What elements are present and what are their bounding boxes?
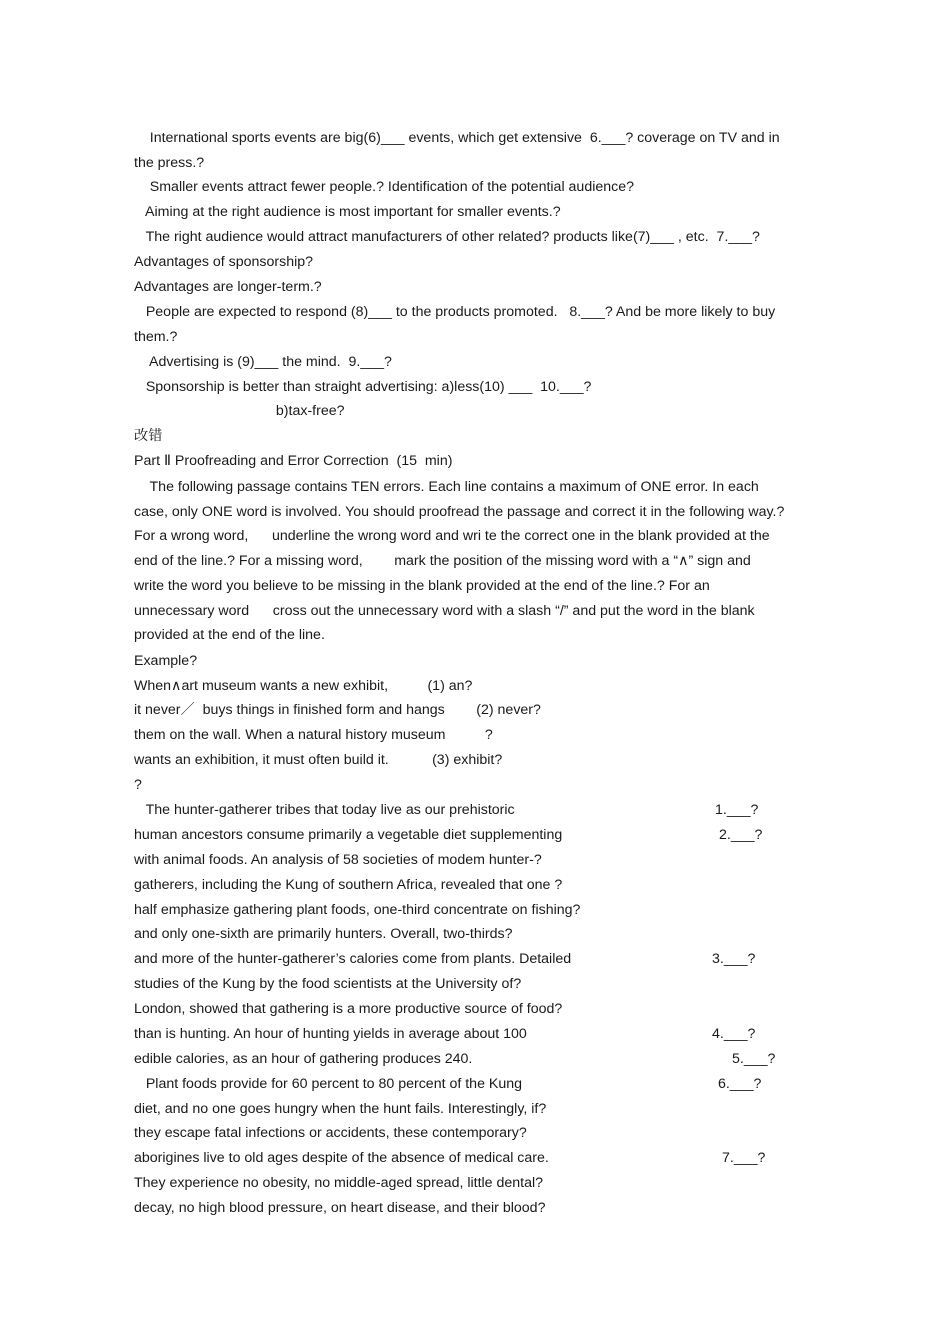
passage-line: Plant foods provide for 60 percent to 80 percent of the Kung <box>134 1076 523 1092</box>
passage-line: half emphasize gathering plant foods, one-third concentrate on fishing? <box>134 902 581 918</box>
example-line: them on the wall. When a natural history museum ? <box>134 727 493 743</box>
text-line: Advertising is (9)___ the mind. 9.___? <box>134 354 392 370</box>
passage-line: and more of the hunter-gatherer’s calories come from plants. Detailed <box>134 951 572 967</box>
instruction-line: unnecessary word cross out the unnecessary word with a slash “/” and put the word in the blank <box>134 603 755 619</box>
instruction-line: provided at the end of the line. <box>134 627 325 643</box>
passage-line: decay, no high blood pressure, on heart disease, and their blood? <box>134 1200 546 1216</box>
answer-blank: 5.___? <box>732 1051 776 1067</box>
instruction-line: The following passage contains TEN errors. Each line contains a maximum of ONE error. In each <box>134 479 759 495</box>
example-line: wants an exhibition, it must often build it. (3) exhibit? <box>134 752 503 768</box>
instruction-line: write the word you believe to be missing in the blank provided at the end of the line.? For an <box>134 578 710 594</box>
passage-line: they escape fatal infections or accidents, these contemporary? <box>134 1125 527 1141</box>
passage-line: human ancestors consume primarily a vegetable diet supplementing <box>134 827 563 843</box>
text-line: Aiming at the right audience is most important for smaller events.? <box>134 204 561 220</box>
passage-line: than is hunting. An hour of hunting yields in average about 100 <box>134 1026 527 1042</box>
text-line: Advantages of sponsorship? <box>134 254 314 270</box>
answer-blank: 2.___? <box>719 827 763 843</box>
text-line: Advantages are longer-term.? <box>134 279 322 295</box>
passage-line: They experience no obesity, no middle-aged spread, little dental? <box>134 1175 544 1191</box>
text-line: International sports events are big(6)___ events, which get extensive 6.___? coverage on TV and in <box>134 130 780 146</box>
answer-blank: 6.___? <box>718 1076 762 1092</box>
passage-line: gatherers, including the Kung of southern Africa, revealed that one ? <box>134 877 563 893</box>
text-line: People are expected to respond (8)___ to the products promoted. 8.___? And be more likely to buy <box>134 304 776 320</box>
answer-blank: 7.___? <box>722 1150 766 1166</box>
part-title: Part Ⅱ Proofreading and Error Correction (15 min) <box>134 453 453 469</box>
passage-line: diet, and no one goes hungry when the hunt fails. Interestingly, if? <box>134 1101 547 1117</box>
answer-blank: 1.___? <box>715 802 759 818</box>
passage-line: aborigines live to old ages despite of the absence of medical care. <box>134 1150 549 1166</box>
answer-blank: 4.___? <box>712 1026 756 1042</box>
example-line: When∧art museum wants a new exhibit, (1) an? <box>134 678 473 694</box>
text-line: b)tax-free? <box>134 403 345 419</box>
text-line: them.? <box>134 329 178 345</box>
passage-line: London, showed that gathering is a more productive source of food? <box>134 1001 563 1017</box>
passage-line: studies of the Kung by the food scientists at the University of? <box>134 976 522 992</box>
text-line: ? <box>134 777 142 793</box>
answer-blank: 3.___? <box>712 951 756 967</box>
section-heading: 改错 <box>134 428 163 444</box>
text-line: The right audience would attract manufacturers of other related? products like(7)___ , etc. 7.___? <box>134 229 760 245</box>
example-line: it never／ buys things in finished form and hangs (2) never? <box>134 702 541 718</box>
passage-line: with animal foods. An analysis of 58 societies of modem hunter-? <box>134 852 542 868</box>
instruction-line: case, only ONE word is involved. You should proofread the passage and correct it in the following way.? <box>134 504 785 520</box>
text-line: Sponsorship is better than straight advertising: a)less(10) ___ 10.___? <box>134 379 592 395</box>
instruction-line: end of the line.? For a missing word, mark the position of the missing word with a “∧” sign and <box>134 553 751 569</box>
instruction-line: For a wrong word, underline the wrong word and wri te the correct one in the blank provided at the <box>134 528 770 544</box>
passage-line: edible calories, as an hour of gathering produces 240. <box>134 1051 473 1067</box>
passage-line: and only one-sixth are primarily hunters. Overall, two-thirds? <box>134 926 513 942</box>
passage-line: The hunter-gatherer tribes that today live as our prehistoric <box>134 802 515 818</box>
text-line: Smaller events attract fewer people.? Identification of the potential audience? <box>134 179 635 195</box>
text-line: the press.? <box>134 155 205 171</box>
example-heading: Example? <box>134 653 198 669</box>
